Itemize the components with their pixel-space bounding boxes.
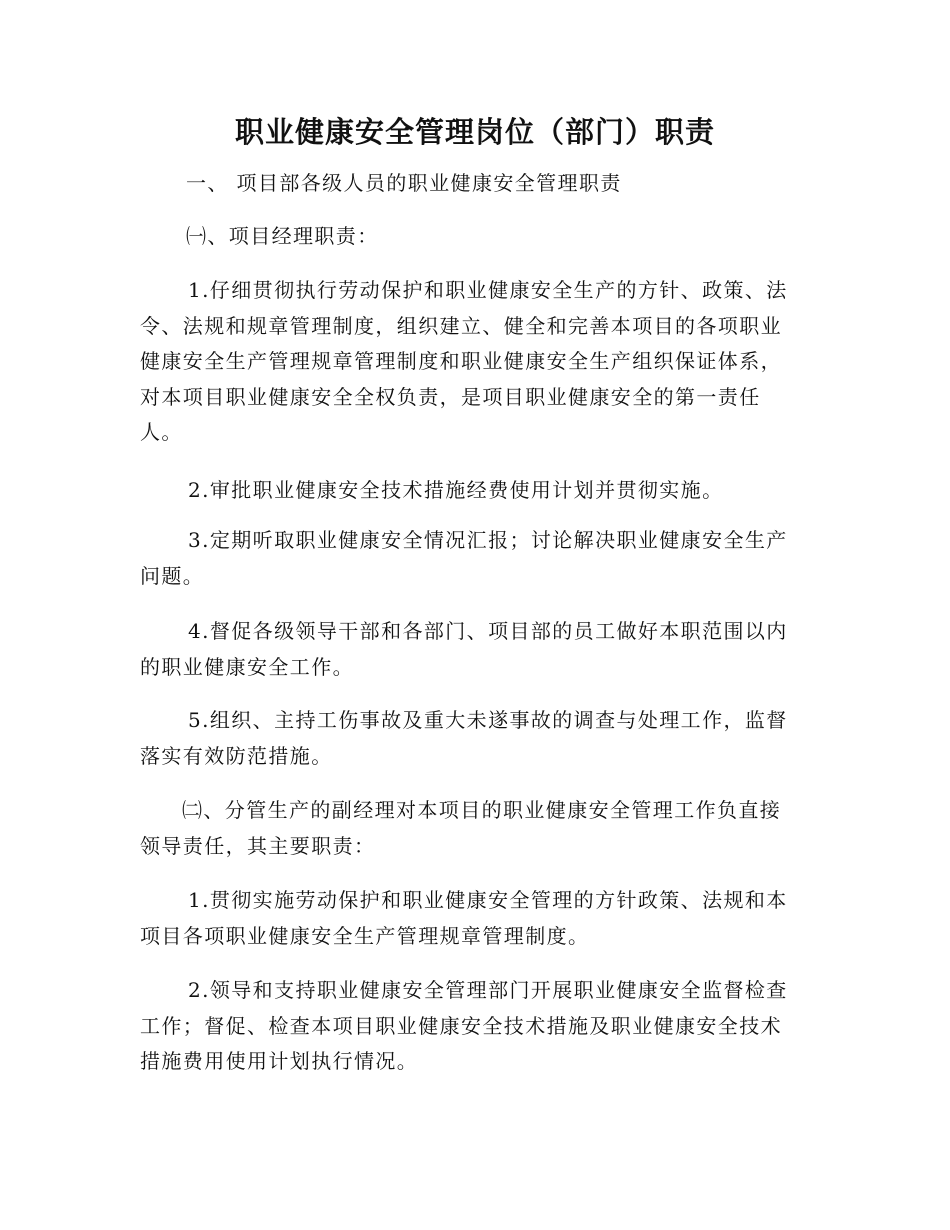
paragraph-item-3: 3.定期听取职业健康安全情况汇报；讨论解决职业健康安全生产问题。 (140, 528, 788, 588)
paragraph-item-7: 2.领导和支持职业健康安全管理部门开展职业健康安全监督检查工作；督促、检查本项目职业健康安全技术措施及职业健康安全技术措施费用使用计划执行情况。 (140, 978, 788, 1073)
paragraph-item-1: 1.仔细贯彻执行劳动保护和职业健康安全生产的方针、政策、法令、法规和规章管理制度，组织建立、健全和完善本项目的各项职业健康安全生产管理规章管理制度和职业健康安全生产组织保证体系，对本项目职业健康安全全权负责，是项目职业健康安全的第一责任人。 (140, 278, 788, 444)
section-heading-one: 一、 项目部各级人员的职业健康安全管理职责 (186, 171, 622, 195)
paragraph-item-2: 2.审批职业健康安全技术措施经费使用计划并贯彻实施。 (188, 478, 724, 502)
paragraph-item-6: 1.贯彻实施劳动保护和职业健康安全管理的方针政策、法规和本项目各项职业健康安全生产管理规章管理制度。 (140, 888, 788, 948)
subsection-heading-two: ㈡、分管生产的副经理对本项目的职业健康安全管理工作负直接领导责任，其主要职责： (140, 798, 782, 858)
paragraph-item-4: 4.督促各级领导干部和各部门、项目部的员工做好本职范围以内的职业健康安全工作。 (140, 619, 788, 679)
subsection-heading-one: ㈠、项目经理职责： (186, 224, 379, 248)
document-title: 职业健康安全管理岗位（部门）职责 (234, 115, 715, 149)
paragraph-item-5: 5.组织、主持工伤事故及重大未遂事故的调查与处理工作，监督落实有效防范措施。 (140, 708, 788, 768)
